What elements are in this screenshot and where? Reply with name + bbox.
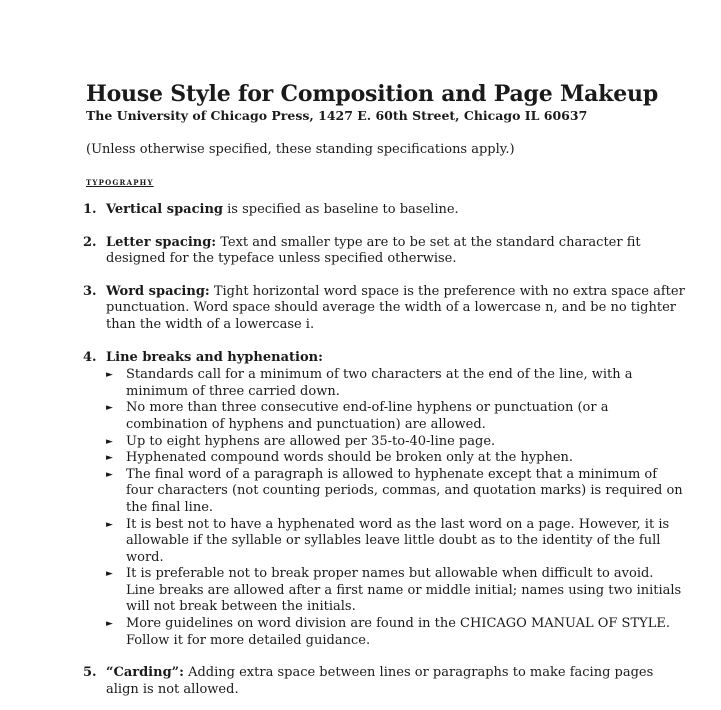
item-lead: Line breaks and hyphenation: xyxy=(106,349,323,365)
typography-list xyxy=(83,202,686,698)
bullet-item xyxy=(106,467,686,517)
bullet-arrow-icon: ► xyxy=(106,569,113,580)
bullet-item xyxy=(106,566,686,616)
item-lead: “Carding”: xyxy=(106,665,184,681)
item-lead: Word spacing: xyxy=(106,283,210,299)
bullet-item xyxy=(106,450,686,467)
bullet-item xyxy=(106,517,686,567)
bullet-text: Standards call for a minimum of two characters at the end of the line, with a minimum of three carried down. xyxy=(126,367,633,399)
item-number: 2. xyxy=(83,234,97,250)
list-item xyxy=(83,665,686,698)
item-lead: Letter spacing: xyxy=(106,234,217,250)
publisher-address: The University of Chicago Press, 1427 E. 60th Street, Chicago IL 60637 xyxy=(86,108,588,123)
bullet-item xyxy=(106,367,686,400)
bullet-text: More guidelines on word division are found in the CHICAGO MANUAL OF STYLE. Follow it for more detailed guidance. xyxy=(126,616,670,648)
item-number: 1. xyxy=(83,202,97,217)
item-number: 4. xyxy=(83,349,97,365)
item-text: Adding extra space between lines or paragraphs to make facing pages align is not allowed. xyxy=(106,665,654,697)
list-item xyxy=(83,202,686,219)
list-item xyxy=(83,349,686,650)
bullet-arrow-icon: ► xyxy=(106,436,113,447)
bullet-text: It is preferable not to break proper names but allowable when difficult to avoid. Line breaks are allowed after a first name or middle initial; names using two initials will not break between the initials. xyxy=(126,566,682,615)
document-title: House Style for Composition and Page Makeup xyxy=(86,81,659,107)
intro-note: (Unless otherwise specified, these standing specifications apply.) xyxy=(86,142,515,157)
bullet-arrow-icon: ► xyxy=(106,453,113,464)
section-heading-typography: typography xyxy=(86,177,154,188)
bullet-arrow-icon: ► xyxy=(106,403,113,414)
document-page xyxy=(83,80,686,710)
bullet-text: No more than three consecutive end-of-line hyphens or punctuation (or a combination of hyphens and punctuation) are allowed. xyxy=(126,400,609,432)
bullet-arrow-icon: ► xyxy=(106,519,113,530)
bullet-arrow-icon: ► xyxy=(106,619,113,630)
bullet-text: Hyphenated compound words should be broken only at the hyphen. xyxy=(126,450,574,466)
bullet-item xyxy=(106,616,686,649)
item-number: 5. xyxy=(83,665,97,681)
item-text: Tight horizontal word space is the preference with no extra space after punctuation. Word space should average the width of a lowercase n, and be no tighter than the width of a lowercase i. xyxy=(106,283,685,332)
bullet-text: The final word of a paragraph is allowed to hyphenate except that a minimum of four characters (not counting periods, commas, and quotation marks) is required on the final line. xyxy=(126,466,683,515)
bullet-arrow-icon: ► xyxy=(106,469,113,480)
bullet-list xyxy=(106,367,686,649)
item-lead: Vertical spacing xyxy=(106,202,223,217)
item-text: is specified as baseline to baseline. xyxy=(223,202,459,217)
bullet-arrow-icon: ► xyxy=(106,370,113,381)
bullet-item xyxy=(106,400,686,433)
list-item xyxy=(83,234,686,268)
bullet-item xyxy=(106,434,686,451)
item-text: Text and smaller type are to be set at the standard character fit designed for the typeface unless specified otherwise. xyxy=(106,234,641,267)
item-number: 3. xyxy=(83,283,97,299)
bullet-text: Up to eight hyphens are allowed per 35-to-40-line page. xyxy=(126,433,496,449)
list-item xyxy=(83,283,686,334)
bullet-text: It is best not to have a hyphenated word as the last word on a page. However, it is allowable if the syllable or syllables leave little doubt as to the identity of the full word. xyxy=(126,516,670,565)
